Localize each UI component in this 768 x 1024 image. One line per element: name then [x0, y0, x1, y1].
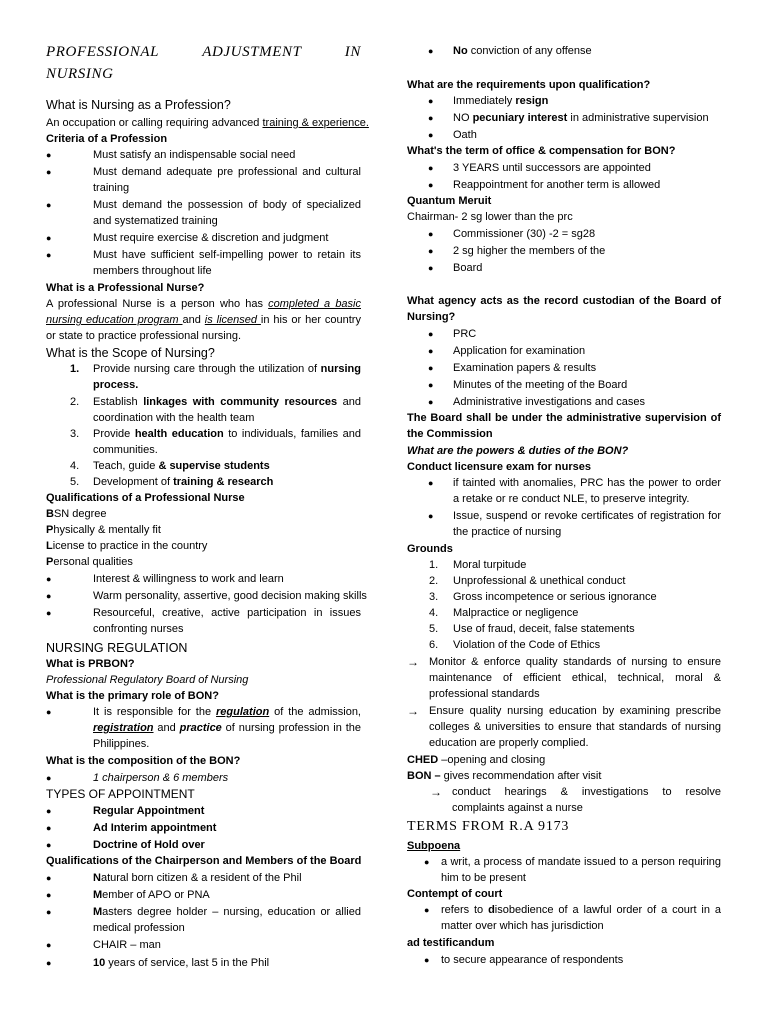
bullet-icon: ●	[428, 263, 434, 273]
heading-role: What is the primary role of BON?	[46, 690, 219, 702]
board-admin-statement: The Board shall be under the administrative supervision of the Commission	[407, 412, 721, 440]
bullet-icon: ●	[428, 113, 434, 123]
title-word: ADJUSTMENT	[202, 44, 302, 60]
list-item: 6. Violation of the Code of Ethics	[429, 639, 601, 651]
bullet-icon: ●	[46, 840, 52, 850]
list-item: ● Must have sufficient self-impelling power to retain its members throughout life	[46, 249, 361, 277]
list-item: ● Ad Interim appointment	[46, 822, 217, 834]
heading-composition: What is the composition of the BON?	[46, 755, 241, 767]
list-item: ● Minutes of the meeting of the Board	[428, 379, 628, 391]
list-item: ● Warm personality, assertive, good decision making skills	[46, 590, 367, 602]
criteria-heading: Criteria of a Profession	[46, 133, 168, 145]
heading-powers: What are the powers & duties of the BON?	[407, 445, 629, 457]
heading-prbon: What is PRBON?	[46, 658, 135, 670]
list-item: 2. Establish linkages with community resources and coordination with the health team	[70, 396, 361, 424]
list-item: 1. Provide nursing care through the utilization of nursing process.	[70, 363, 361, 391]
list-item: 3. Provide health education to individuals, families and communities.	[70, 428, 361, 456]
bullet-icon: ●	[428, 363, 434, 373]
bullet-icon: ●	[428, 246, 434, 256]
bullet-icon: ●	[46, 574, 52, 584]
bullet-icon: ●	[428, 329, 434, 339]
arrow-right-icon: →	[407, 655, 419, 669]
bullet-icon: ●	[46, 200, 52, 210]
bullet-icon: ●	[46, 907, 52, 917]
term-contempt: Contempt of court	[407, 888, 503, 900]
bullet-icon: ●	[46, 167, 52, 177]
heading-quantum-meruit: Quantum Meruit	[407, 195, 492, 207]
list-item: ● Application for examination	[428, 345, 586, 357]
list-item: ● Oath	[428, 129, 477, 141]
bullet-icon: ●	[428, 380, 434, 390]
bullet-icon: ●	[428, 511, 434, 521]
bullet-icon: ●	[46, 823, 52, 833]
list-item: ● Board	[428, 262, 483, 274]
term-ad-testificandum: ad testificandum	[407, 937, 495, 949]
list-item: ● if tainted with anomalies, PRC has the power to order a retake or re conduct NLE, to preserve integrity.	[428, 477, 721, 505]
list-item: ● Interest & willingness to work and learn	[46, 573, 284, 585]
term-subpoena: Subpoena	[407, 840, 461, 852]
list-item: ● Member of APO or PNA	[46, 889, 210, 901]
list-item: ● Natural born citizen & a resident of the Phil	[46, 872, 302, 884]
list-item: ● PRC	[428, 328, 477, 340]
list-item: ● 1 chairperson & 6 members	[46, 772, 229, 784]
bullet-icon: ●	[428, 478, 434, 488]
bullet-icon: ●	[428, 397, 434, 407]
bullet-icon: ●	[46, 233, 52, 243]
heading-term: What's the term of office & compensation for BON?	[407, 145, 676, 157]
list-item: 3. Gross incompetence or serious ignorance	[429, 591, 657, 603]
list-item: ● refers to disobedience of a lawful order of a court in a matter over which has jurisdiction	[424, 904, 721, 932]
list-item: ● 10 years of service, last 5 in the Phil	[46, 957, 270, 969]
list-item: ● Reappointment for another term is allowed	[428, 179, 661, 191]
arrow-item: → Monitor & enforce quality standards of nursing to ensure maintenance of efficient ethical, technical, moral & professional standards	[407, 655, 721, 700]
bullet-icon: ●	[428, 96, 434, 106]
bullet-icon: ●	[46, 890, 52, 900]
heading-terms: TERMS FROM R.A 9173	[407, 819, 570, 834]
bullet-icon: ●	[428, 180, 434, 190]
professional-nurse-definition: A professional Nurse is a person who has completed a basic nursing education program and is licensed in his or her country or state to practice professional nursing.	[46, 298, 361, 342]
list-item: 4. Malpractice or negligence	[429, 607, 579, 619]
heading-nursing-profession: What is Nursing as a Profession?	[46, 98, 231, 112]
list-item: ● Must demand the possession of body of specialized and systematized training	[46, 199, 361, 227]
bullet-icon: ●	[46, 608, 52, 618]
bullet-icon: ●	[46, 940, 52, 950]
list-item: ● Must demand adequate pre professional and cultural training	[46, 166, 361, 194]
list-item: 5. Use of fraud, deceit, false statements	[429, 623, 635, 635]
bullet-icon: ●	[428, 46, 434, 56]
list-item: ● to secure appearance of respondents	[424, 954, 624, 966]
prbon-answer: Professional Regulatory Board of Nursing	[46, 674, 249, 686]
arrow-right-icon: →	[430, 785, 442, 799]
qualification-line: BSN degree	[46, 508, 107, 520]
list-item: ● a writ, a process of mandate issued to a person requiring him to be present	[424, 856, 721, 884]
list-item: 4. Teach, guide & supervise students	[70, 460, 270, 472]
title-word: IN	[344, 44, 361, 60]
qualification-line: License to practice in the country	[46, 540, 208, 552]
bullet-icon: ●	[424, 905, 430, 915]
heading-requirements: What are the requirements upon qualification?	[407, 79, 651, 91]
heading-scope: What is the Scope of Nursing?	[46, 346, 215, 360]
document-title	[46, 41, 361, 85]
bullet-icon: ●	[428, 229, 434, 239]
ched-line: CHED –opening and closing	[407, 754, 546, 766]
bullet-icon: ●	[46, 958, 52, 968]
bullet-icon: ●	[424, 857, 430, 867]
list-item: ● Commissioner (30) -2 = sg28	[428, 228, 596, 240]
bullet-icon: ●	[46, 707, 52, 717]
bullet-icon: ●	[46, 250, 52, 260]
list-item: ● Must require exercise & discretion and judgment	[46, 232, 329, 244]
list-item: 1. Moral turpitude	[429, 559, 527, 571]
list-item: ● Regular Appointment	[46, 805, 205, 817]
nursing-profession-definition: An occupation or calling requiring advanced training & experience.	[46, 117, 369, 129]
heading-professional-nurse: What is a Professional Nurse?	[46, 282, 205, 294]
arrow-item: → conduct hearings & investigations to resolve complaints against a nurse	[430, 785, 721, 814]
list-item: ● Administrative investigations and cases	[428, 396, 645, 408]
list-item: ● NO pecuniary interest in administrative supervision	[428, 112, 709, 124]
list-item: ● Must satisfy an indispensable social need	[46, 149, 296, 161]
list-item: ● Issue, suspend or revoke certificates of registration for the practice of nursing	[428, 510, 721, 538]
list-item: ● Doctrine of Hold over	[46, 839, 205, 851]
bullet-icon: ●	[428, 346, 434, 356]
bullet-icon: ●	[46, 806, 52, 816]
heading-types: TYPES OF APPOINTMENT	[46, 787, 195, 801]
list-item: ● No conviction of any offense	[428, 45, 592, 57]
bullet-icon: ●	[428, 130, 434, 140]
bullet-icon: ●	[428, 163, 434, 173]
list-item: 2. Unprofessional & unethical conduct	[429, 575, 626, 587]
qualification-line: Personal qualities	[46, 556, 133, 568]
list-item: ● It is responsible for the regulation of the admission, registration and practice of nursing profession in the Philippines.	[46, 706, 362, 750]
list-item: ● 2 sg higher the members of the	[428, 245, 606, 257]
bullet-icon: ●	[46, 773, 52, 783]
title-word: NURSING	[46, 66, 114, 82]
heading-conduct-exam: Conduct licensure exam for nurses	[407, 461, 591, 473]
list-item: ● Masters degree holder – nursing, education or allied medical profession	[46, 906, 361, 934]
bullet-icon: ●	[46, 150, 52, 160]
bon-line: BON – gives recommendation after visit	[407, 770, 602, 782]
list-item: ● 3 YEARS until successors are appointed	[428, 162, 651, 174]
heading-nursing-regulation: NURSING REGULATION	[46, 641, 188, 655]
heading-grounds: Grounds	[407, 543, 453, 555]
bullet-icon: ●	[46, 591, 52, 601]
title-word: PROFESSIONAL	[46, 44, 160, 60]
heading-chair-qualifications: Qualifications of the Chairperson and Members of the Board	[46, 855, 362, 867]
list-item: ● Examination papers & results	[428, 362, 597, 374]
bullet-icon: ●	[424, 955, 430, 965]
arrow-item: → Ensure quality nursing education by examining prescribe colleges & universities to ensure that standards of nursing education are properly complied.	[407, 704, 721, 749]
chairman-line: Chairman- 2 sg lower than the prc	[407, 211, 573, 223]
arrow-right-icon: →	[407, 704, 419, 718]
list-item: ● Resourceful, creative, active participation in issues confronting nurses	[46, 607, 361, 635]
qualification-line: Physically & mentally fit	[46, 524, 161, 536]
heading-qualifications: Qualifications of a Professional Nurse	[46, 492, 245, 504]
heading-record-custodian: What agency acts as the record custodian of the Board of Nursing?	[407, 295, 721, 323]
list-item: ● CHAIR – man	[46, 939, 161, 951]
list-item: 5. Development of training & research	[70, 476, 274, 488]
list-item: ● Immediately resign	[428, 95, 549, 107]
bullet-icon: ●	[46, 873, 52, 883]
